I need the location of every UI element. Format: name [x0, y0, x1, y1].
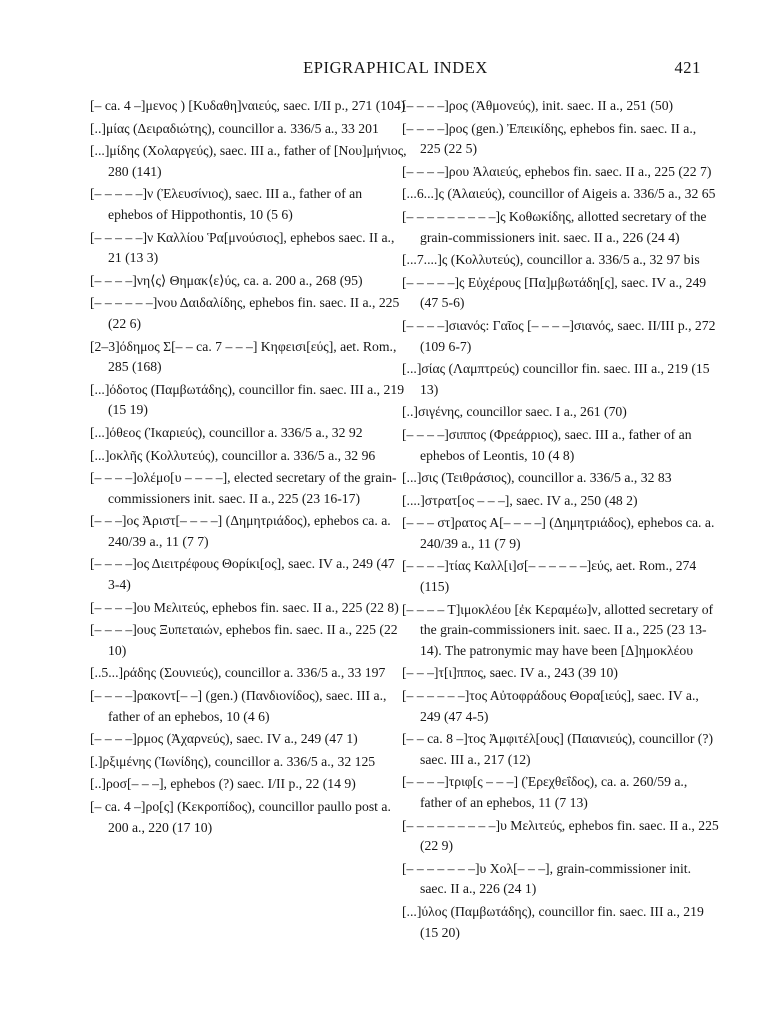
index-entry: [– – – – – –]τος Αὐτοφράδους Θορα[ιεύς], saec. IV a., 249 (47 4-5) — [402, 688, 699, 724]
index-entry: [....]στρατ[ος – – –], saec. IV a., 250 (48 2) — [402, 492, 638, 508]
index-entry: [– – – –]ρου Ἁλαιεύς, ephebos fin. saec. II a., 225 (22 7) — [402, 163, 712, 179]
index-entry: [– – –]τ[ι]ππος, saec. IV a., 243 (39 10) — [402, 665, 618, 681]
index-entry: [– – – –]ου Μελιτεύς, ephebos fin. saec. II a., 225 (22 8) — [90, 599, 399, 615]
index-entry: [– – – –]σιανός: Γαῖος [– – – –]σιανός, saec. II/III p., 272 (109 6-7) — [402, 317, 716, 354]
index-entry: [– ca. 4 –]ρο[ς] (Κεκροπίδος), councillor paullo post a. 200 a., 220 (17 10) — [90, 799, 391, 835]
index-entry: [– – – – –]ν (Ἐλευσίνιος), saec. III a., father of an ephebos of Hippothontis, 10 (5 6) — [90, 186, 363, 222]
index-entry: [– – – –]τριφ[ς – – –] (Ἐρεχθεΐδος), ca. a. 260/59 a., father of an ephebos, 11 (7 13) — [402, 774, 688, 810]
index-entry: [– – – – –]ς Εὐχέρους [Πα]μβωτάδη[ς], saec. IV a., 249 (47 5-6) — [402, 274, 707, 311]
index-entry: [...]σίας (Λαμπτρεύς) councillor fin. saec. III a., 219 (15 13) — [402, 361, 710, 397]
index-entry: [– – – – – – – – –]υ Μελιτεύς, ephebos fin. saec. II a., 225 (22 9) — [402, 817, 719, 854]
index-entry: [..]ροσ[– – –], ephebos (?) saec. I/II p., 22 (14 9) — [90, 776, 356, 792]
index-entry: [– – – – – –]νου Δαιδαλίδης, ephebos fin. saec. II a., 225 (22 6) — [90, 295, 400, 331]
index-entry: [2–3]όδημος Σ[– – ca. 7 – – –] Κηφεισι[εύς], aet. Rom., 285 (168) — [90, 338, 397, 375]
index-entry: [– – – –]ολέμο[υ – – – –], elected secretary of the grain-commissioners init. saec. II a., 225 (23 16-17) — [90, 470, 397, 506]
index-entry: [..5...]ράδης (Σουνιεύς), councillor a. 336/5 a., 33 197 — [90, 665, 386, 681]
left-column — [90, 96, 407, 840]
index-entry: [...]μίδης (Χολαργεύς), saec. III a., father of [Νου]μήνιος, 280 (141) — [90, 143, 407, 179]
right-column — [402, 96, 719, 945]
index-entry: [.]ρξιμένης (Ἰωνίδης), councillor a. 336/5 a., 32 125 — [90, 753, 376, 769]
index-entry: [– – – –]ρακοντ[– –] (gen.) (Πανδιονίδος), saec. III a., father of an ephebos, 10 (4 6) — [90, 688, 387, 724]
index-entry: [– – – – – – – – –]ς Κοθωκίδης, allotted secretary of the grain-commissioners init. saec. II a., 226 (24 4) — [402, 208, 707, 245]
index-entry: [– – – – – – –]υ Χολ[– – –], grain-commissioner init. saec. II a., 226 (24 1) — [402, 860, 692, 897]
index-entry: [– – – –]ρμος (Ἀχαρνεύς), saec. IV a., 249 (47 1) — [90, 731, 358, 747]
page-header — [90, 58, 701, 82]
index-entry: [...]όθεος (Ἰκαριεύς), councillor a. 336/5 a., 32 92 — [90, 424, 363, 440]
index-entry: [..]μίας (Δειραδιώτης), councillor a. 336/5 a., 33 201 — [90, 120, 379, 136]
index-entry: [..]σιγένης, councillor saec. I a., 261 (70) — [402, 404, 627, 420]
index-entry: [– – – – –]ν Καλλίου Ῥα[μνούσιος], ephebos saec. II a., 21 (13 3) — [90, 229, 395, 266]
index-entry: [– – ca. 8 –]τος Ἀμφιτέλ[ους] (Παιανιεύς), councillor (?) saec. III a., 217 (12) — [402, 731, 713, 767]
index-entry: [– – –]ος Ἀριστ[– – – –] (Δημητριάδος), ephebos ca. a. 240/39 a., 11 (7 7) — [90, 513, 391, 549]
index-entry: [...7....]ς (Κολλυτεύς), councillor a. 336/5 a., 32 97 bis — [402, 252, 700, 268]
index-entry: [– – – –]ρος (gen.) Ἐπεικίδης, ephebos fin. saec. II a., 225 (22 5) — [402, 120, 697, 157]
index-entry: [...6...]ς (Ἁλαιεύς), councillor of Aigeis a. 336/5 a., 32 65 — [402, 186, 716, 202]
index-entry: [– – – –]ους Ξυπεταιών, ephebos fin. saec. II a., 225 (22 10) — [90, 622, 398, 658]
index-entry: [– ca. 4 –]μενος ) [Κυδαθη]ναιεύς, saec. I/II p., 271 (104) — [90, 98, 406, 113]
index-entry: [– – – –]σιππος (Φρεάρριος), saec. III a., father of an ephebos of Leontis, 10 (4 8) — [402, 426, 692, 463]
index-entry: [– – – στ]ρατος Α[– – – –] (Δημητριάδος), ephebos ca. a. 240/39 a., 11 (7 9) — [402, 515, 715, 551]
index-entry: [– – – –]ρος (Ἀθμονεύς), init. saec. II a., 251 (50) — [402, 98, 674, 113]
index-entry: [– – – –]ος Διειτρέφους Θορίκι[ος], saec. IV a., 249 (47 3-4) — [90, 556, 395, 593]
index-entry: [...]όδοτος (Παμβωτάδης), councillor fin. saec. III a., 219 (15 19) — [90, 381, 405, 418]
page-number: 421 — [674, 58, 701, 77]
running-head: EPIGRAPHICAL INDEX — [303, 58, 488, 77]
index-entry: [...]ύλος (Παμβωτάδης), councillor fin. saec. III a., 219 (15 20) — [402, 903, 704, 940]
index-entry: [– – – –]τίας Καλλ[ι]σ[– – – – – –]εύς, aet. Rom., 274 (115) — [402, 558, 697, 595]
index-entry: [...]οκλῆς (Κολλυτεύς), councillor a. 336/5 a., 32 96 — [90, 447, 376, 463]
index-entry: [...]σις (Τειθράσιος), councillor a. 336/5 a., 32 83 — [402, 470, 672, 486]
index-entry: [– – – –]νη⟨ς⟩ Θημακ⟨ε⟩ύς, ca. a. 200 a., 268 (95) — [90, 272, 363, 288]
index-entry: [– – – – Τ]ιμοκλέου [ἐκ Κεραμέω]ν, allotted secretary of the grain-commissioners init. saec. II a., 225 (23 13-14). The patronymic may have been [Δ]ημοκλέου — [402, 601, 714, 658]
